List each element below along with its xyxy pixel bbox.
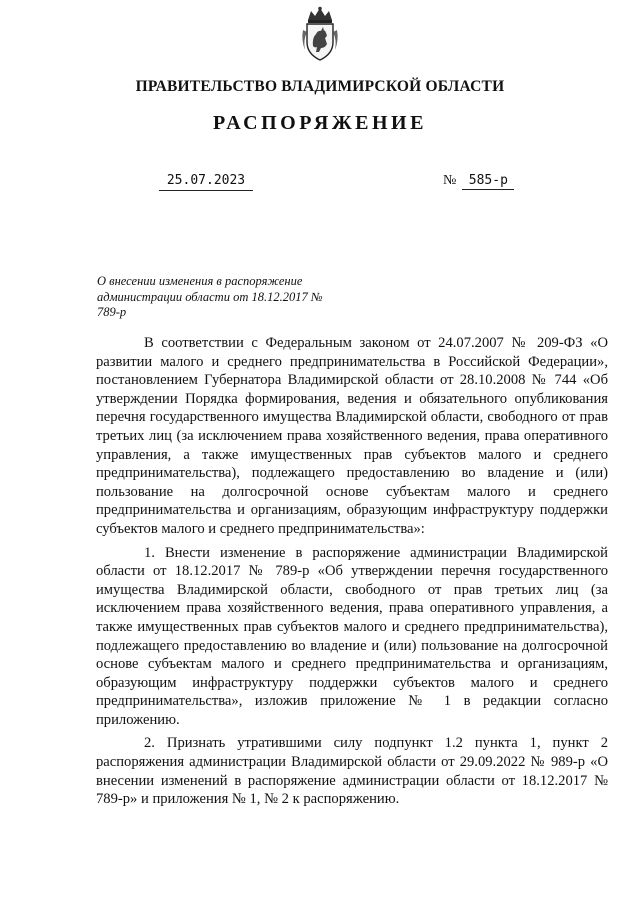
organization-name: ПРАВИТЕЛЬСТВО ВЛАДИМИРСКОЙ ОБЛАСТИ bbox=[135, 78, 505, 95]
coat-of-arms-icon bbox=[299, 6, 341, 62]
document-type-title: РАСПОРЯЖЕНИЕ bbox=[213, 112, 427, 134]
document-number: 585-р bbox=[462, 173, 514, 190]
document-number-block bbox=[443, 173, 514, 190]
clause-2-paragraph: 2. Признать утратившими силу подпункт 1.2 пункта 1, пункт 2 распоряжения администрации Владимирской области от 29.09.2022 № 989-р «О внесении изменений в распоряжение администрации области от 18.12.2017 № 789-р» и приложения № 1, № 2 к распоряжению. bbox=[96, 735, 608, 808]
clause-1-paragraph: 1. Внести изменение в распоряжение администрации Владимирской области от 18.12.2017 № 789-р «Об утверждении перечня государственного имущества Владимирской области, свободного от прав третьих лиц (за исключением права хозяйственного ведения, права оперативного управления, а также имущественных прав субъектов малого и среднего предпринимательства), подлежащего предоставлению во владение и (или) пользование на долгосрочной основе субъектам малого и среднего предпринимательства и организациям, образующим инфраструктуру поддержки субъектов малого и среднего предпринимательства», изложив приложение № 1 в редакции согласно приложению. bbox=[96, 544, 608, 728]
document-subject: О внесении изменения в распоряжение администрации области от 18.12.2017 № 789-р bbox=[97, 274, 323, 319]
number-sign: № bbox=[443, 173, 457, 188]
document-body bbox=[96, 334, 608, 814]
preamble-paragraph: В соответствии с Федеральным законом от 24.07.2007 № 209-ФЗ «О развитии малого и среднего предпринимательства в Российской Федерации», постановлением Губернатора Владимирской области от 28.10.2008 № 744 «Об утверждении Порядка формирования, ведения и обязательного опубликования перечня государственного имущества Владимирской области, свободного от прав третьих лиц (за исключением права хозяйственного ведения, права оперативного управления, а также имущественных прав субъектов малого и среднего предпринимательства), подлежащего предоставлению во владение и (или) пользование на долгосрочной основе субъектам малого и среднего предпринимательства и организациям, образующим инфраструктуру поддержки субъектов малого и среднего предпринимательства»: bbox=[96, 335, 608, 537]
document-date: 25.07.2023 bbox=[159, 173, 253, 191]
